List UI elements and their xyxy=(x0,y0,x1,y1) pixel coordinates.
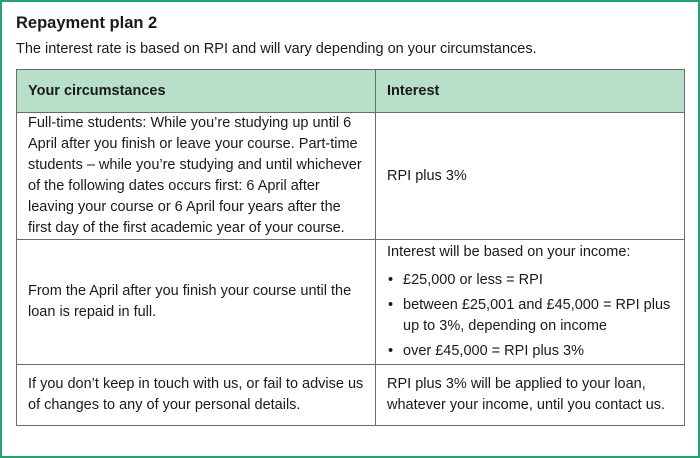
interest-lead: Interest will be based on your income: xyxy=(387,244,631,260)
income-bands-list xyxy=(387,270,673,362)
bullet-icon: • xyxy=(388,343,394,359)
interest-cell: RPI plus 3% xyxy=(376,113,685,240)
list-item-text: £25,000 or less = RPI xyxy=(403,272,543,288)
header-circumstances: Your circumstances xyxy=(17,70,376,113)
section-title: Repayment plan 2 xyxy=(16,14,158,32)
table-row xyxy=(17,365,685,426)
list-item-text: between £25,001 and £45,000 = RPI plus up to 3%, depending on income xyxy=(403,297,671,334)
interest-cell xyxy=(376,240,685,365)
bullet-icon: • xyxy=(388,272,394,288)
table-row xyxy=(17,240,685,365)
list-item xyxy=(387,270,673,291)
header-interest: Interest xyxy=(376,70,685,113)
table-header-row xyxy=(17,70,685,113)
circumstances-cell: If you don’t keep in touch with us, or fail to advise us of changes to any of your personal details. xyxy=(17,365,376,426)
circumstances-cell: From the April after you finish your course until the loan is repaid in full. xyxy=(17,240,376,365)
section-intro: The interest rate is based on RPI and will vary depending on your circumstances. xyxy=(16,41,537,57)
interest-cell: RPI plus 3% will be applied to your loan, whatever your income, until you contact us. xyxy=(376,365,685,426)
list-item xyxy=(387,341,673,362)
list-item xyxy=(387,295,673,337)
plan-content xyxy=(16,12,684,426)
circumstances-cell: Full-time students: While you’re studying up until 6 April after you finish or leave your course. Part-time students – while you’re studying and until whichever of the following dates occurs first: 6 April after leaving your course or 6 April four years after the first day of the first academic year of your course. xyxy=(17,113,376,240)
table-row xyxy=(17,113,685,240)
list-item-text: over £45,000 = RPI plus 3% xyxy=(403,343,584,359)
interest-table xyxy=(16,69,685,426)
bullet-icon: • xyxy=(388,297,394,313)
